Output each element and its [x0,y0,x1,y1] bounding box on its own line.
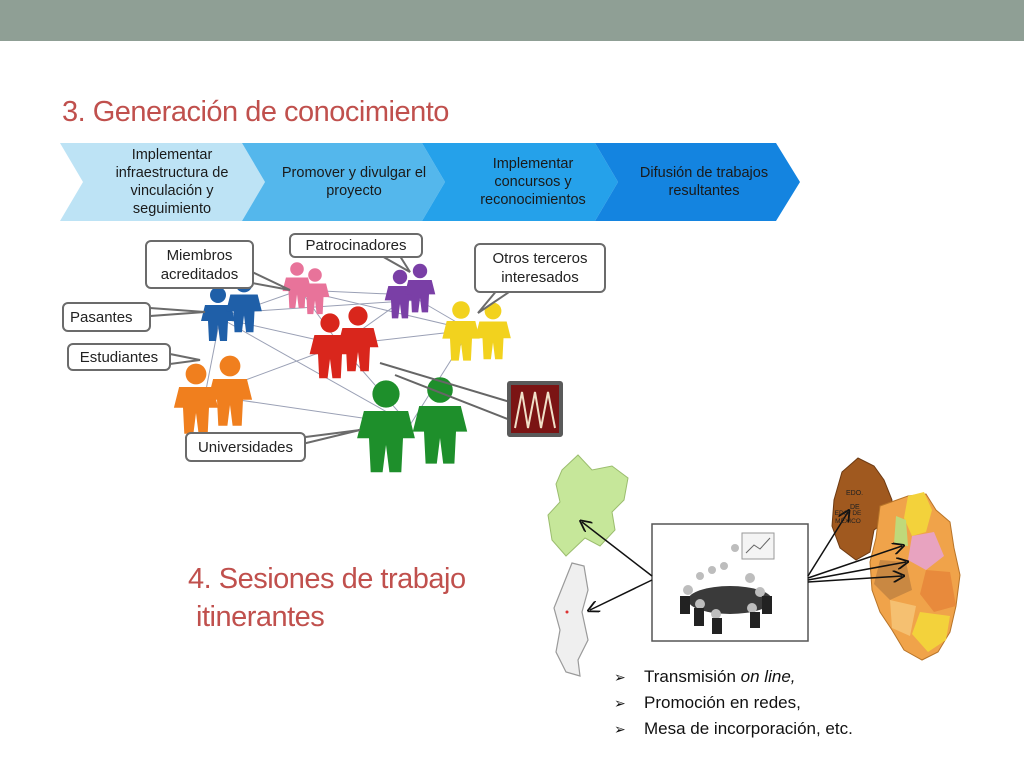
callout-patrocinadores: Patrocinadores [289,233,423,258]
map-state-outline-icon [554,563,588,676]
step-3-label: Implementar concursos y reconocimientos [480,156,586,208]
step-1-label: Implementar infraestructura de vinculación y seguimiento [115,147,229,217]
institution-logo [507,381,563,437]
svg-text:EDO.: EDO. [846,490,864,497]
arrow-bullet-icon: ➢ [614,669,626,685]
figure-pink-icon [283,262,330,314]
meeting-image [652,524,808,641]
bullet-item [614,664,853,690]
bullet-item [614,716,853,742]
bullet-emphasis: on line, [740,667,796,686]
callout-universidades: Universidades [185,432,306,462]
bullet-item [614,690,853,716]
step-2-label: Promover y divulgar el proyecto [281,165,427,199]
step-4-label: Difusión de trabajos resultantes [639,165,769,199]
map-edomex-icon [832,458,960,660]
bullet-text: Mesa de incorporación, etc. [644,719,853,738]
callout-otros-terceros: Otros terceros interesados [474,243,606,293]
section-3-title: 3. Generación de conocimiento [62,96,449,128]
bullet-text: Transmisión [644,667,741,686]
section-4-title-line2: itinerantes [196,601,325,633]
map-label: EDO. DE MÉXICO [834,510,862,525]
callout-miembros: Miembros acreditados [145,240,254,289]
arrow-bullet-icon: ➢ [614,695,626,711]
bullet-text: Promoción en redes, [644,693,801,712]
figure-yellow-icon [442,301,511,360]
svg-text:DE: DE [850,504,860,511]
map-jalisco-icon [548,455,628,556]
section-4-title-line1: 4. Sesiones de trabajo [188,563,466,595]
figure-green-icon [357,377,467,472]
figure-orange-icon [174,356,252,434]
callout-pasantes: Pasantes [62,302,151,332]
arrow-bullet-icon: ➢ [614,721,626,737]
callout-estudiantes: Estudiantes [67,343,171,371]
bullet-list [614,664,853,742]
